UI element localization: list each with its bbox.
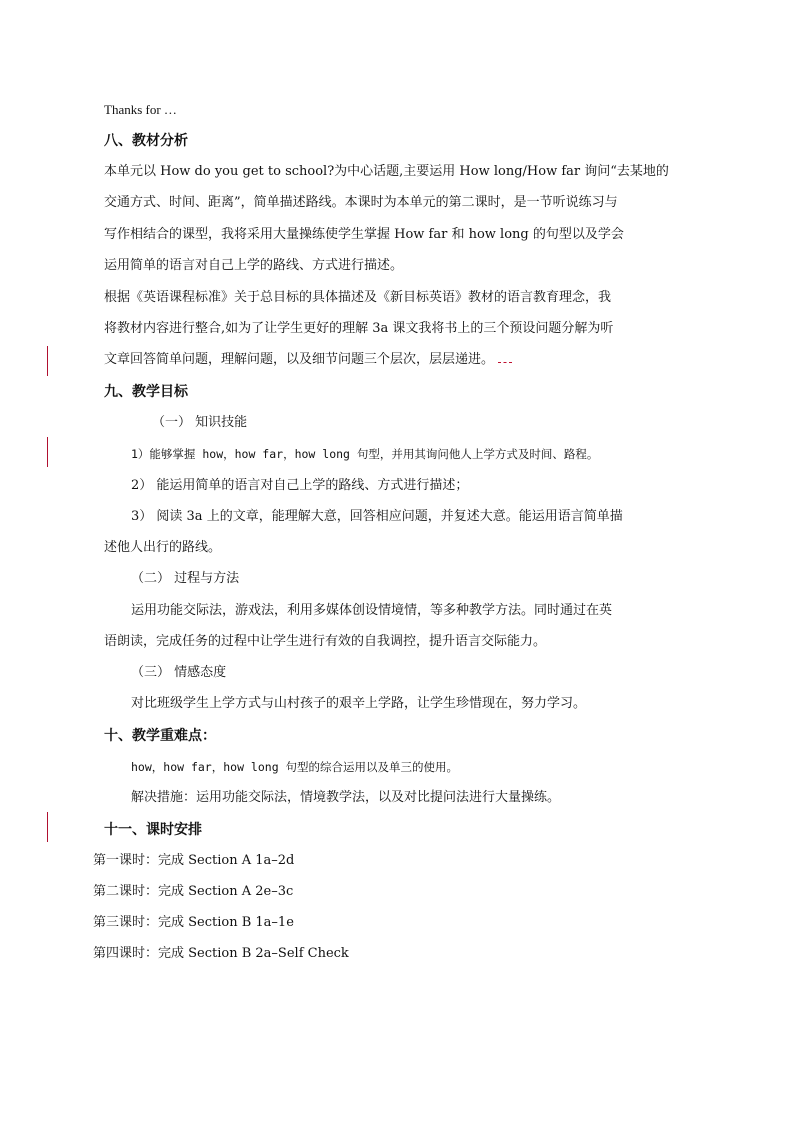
body-text: how，how far，how long 句型的综合运用以及单三的使用。: [131, 760, 459, 774]
opening-line: Thanks for …: [104, 102, 177, 117]
body-text: 对比班级学生上学方式与山村孩子的艰辛上学路，让学生珍惜现在，努力学习。: [131, 696, 587, 711]
body-text: 根据《英语课程标准》关于总目标的具体描述及《新目标英语》教材的语言教育理念，我: [104, 290, 612, 305]
body-text: 本单元以 How do you get to school?为中心话题,主要运用 How long/How far 询问“去某地的: [104, 164, 669, 179]
body-text: 解决措施：运用功能交际法，情境教学法，以及对比提问法进行大量操练。: [131, 790, 561, 805]
lesson-item: 第二课时：完成 Section A 2e–3c: [93, 884, 294, 899]
lesson-item: 第三课时：完成 Section B 1a–1e: [93, 915, 294, 930]
body-text: 交通方式、时间、距离”，简单描述路线。本课时为本单元的第二课时，是一节听说练习与: [104, 195, 618, 210]
body-text: 运用功能交际法，游戏法，利用多媒体创设情境情，等多种教学方法。同时通过在英: [131, 603, 613, 618]
section-10-heading: 十、教学重难点：: [104, 728, 216, 744]
subheading: （二） 过程与方法: [131, 571, 240, 586]
lesson-item: 第四课时：完成 Section B 2a–Self Check: [93, 946, 349, 961]
revision-mark: [47, 437, 48, 467]
subheading: （一） 知识技能: [152, 415, 248, 430]
section-9-heading: 九、教学目标: [104, 384, 188, 400]
objective-item: 1）能够掌握 how，how far，how long 句型，并用其询问他人上学方式及时间、路程。: [131, 447, 599, 461]
subheading: （三） 情感态度: [131, 665, 227, 680]
revision-mark: [47, 812, 48, 842]
body-text: 文章回答简单问题，理解问题，以及细节问题三个层次，层层递进。: [104, 351, 512, 369]
revision-mark: [47, 346, 48, 376]
body-text: 运用简单的语言对自己上学的路线、方式进行描述。: [104, 258, 404, 273]
objective-item: 2） 能运用简单的语言对自己上学的路线、方式进行描述；: [131, 478, 469, 493]
body-text: 将教材内容进行整合,如为了让学生更好的理解 3a 课文我将书上的三个预设问题分解为听: [104, 321, 614, 336]
tracked-change-underline: [498, 352, 512, 363]
body-text: 语朗读，完成任务的过程中让学生进行有效的自我调控，提升语言交际能力。: [104, 634, 547, 649]
section-11-heading: 十一、课时安排: [104, 822, 202, 838]
objective-item: 3） 阅读 3a 上的文章，能理解大意，回答相应问题，并复述大意。能运用语言简单描: [131, 509, 623, 524]
section-8-heading: 八、教材分析: [104, 133, 188, 149]
objective-item: 述他人出行的路线。: [104, 540, 222, 555]
lesson-item: 第一课时：完成 Section A 1a–2d: [93, 853, 295, 868]
body-text: 写作相结合的课型，我将采用大量操练使学生掌握 How far 和 how long 的句型以及学会: [104, 227, 624, 242]
